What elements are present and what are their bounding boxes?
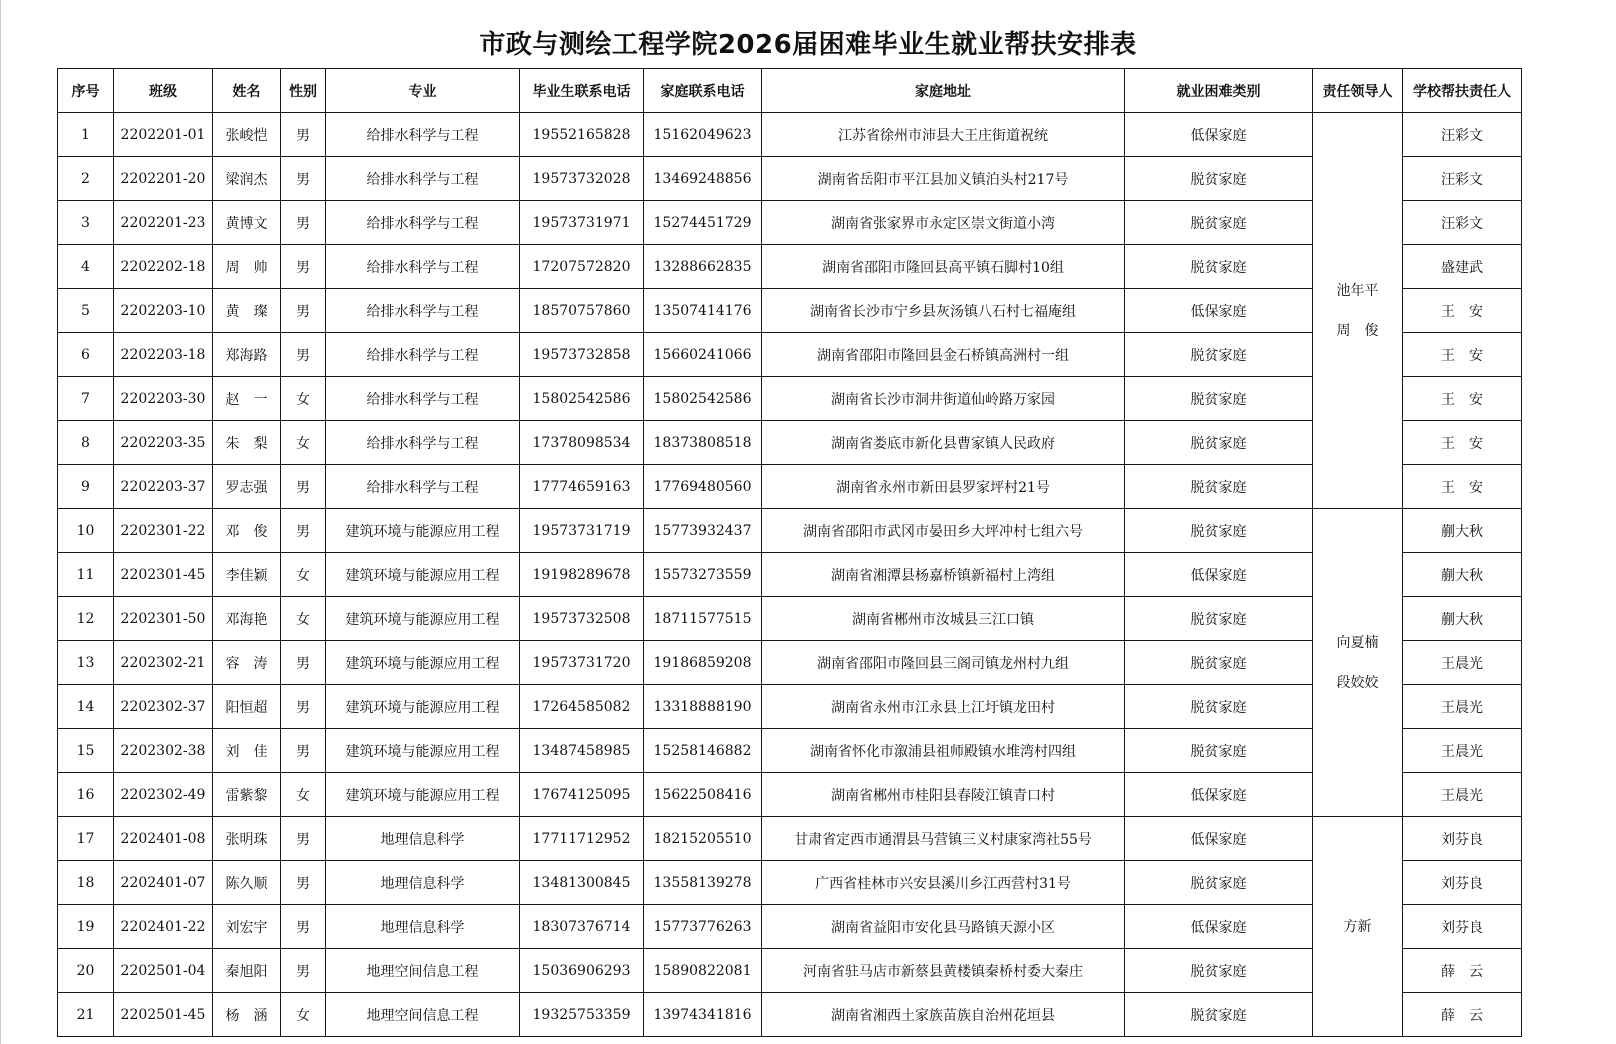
row-index: 14 — [58, 685, 114, 729]
row-family-phone: 15802542586 — [644, 377, 762, 421]
row-major: 给排水科学与工程 — [326, 465, 520, 509]
row-address: 湖南省郴州市汝城县三江口镇 — [762, 597, 1125, 641]
row-student-phone: 15036906293 — [520, 949, 644, 993]
row-difficulty-type: 脱贫家庭 — [1125, 509, 1313, 553]
row-major: 建筑环境与能源应用工程 — [326, 685, 520, 729]
row-name: 刘宏宇 — [213, 905, 281, 949]
row-name: 罗志强 — [213, 465, 281, 509]
row-school-helper: 刘芬良 — [1403, 861, 1522, 905]
row-gender: 女 — [281, 993, 326, 1037]
row-student-phone: 19573732858 — [520, 333, 644, 377]
row-family-phone: 13974341816 — [644, 993, 762, 1037]
responsible-leader-cell — [1313, 817, 1403, 1037]
header-gender: 性别 — [281, 69, 326, 113]
row-class: 2202501-04 — [114, 949, 213, 993]
row-school-helper: 刘芬良 — [1403, 817, 1522, 861]
row-class: 2202302-37 — [114, 685, 213, 729]
row-class: 2202203-30 — [114, 377, 213, 421]
leader-name: 段姣姣 — [1336, 674, 1379, 691]
row-address: 湖南省邵阳市武冈市晏田乡大坪冲村七组六号 — [762, 509, 1125, 553]
row-school-helper: 王 安 — [1403, 289, 1522, 333]
row-family-phone: 18215205510 — [644, 817, 762, 861]
header-index: 序号 — [58, 69, 114, 113]
row-school-helper: 蒯大秋 — [1403, 509, 1522, 553]
row-index: 12 — [58, 597, 114, 641]
row-difficulty-type: 脱贫家庭 — [1125, 421, 1313, 465]
row-name: 阳恒超 — [213, 685, 281, 729]
row-index: 1 — [58, 113, 114, 157]
row-difficulty-type: 脱贫家庭 — [1125, 993, 1313, 1037]
leader-name: 周 俊 — [1336, 322, 1379, 339]
row-family-phone: 13469248856 — [644, 157, 762, 201]
row-index: 9 — [58, 465, 114, 509]
row-class: 2202401-07 — [114, 861, 213, 905]
row-student-phone: 19325753359 — [520, 993, 644, 1037]
row-address: 湖南省邵阳市隆回县三阁司镇龙州村九组 — [762, 641, 1125, 685]
row-student-phone: 19573731971 — [520, 201, 644, 245]
row-family-phone: 17769480560 — [644, 465, 762, 509]
row-address: 湖南省怀化市溆浦县祖师殿镇水堆湾村四组 — [762, 729, 1125, 773]
row-difficulty-type: 脱贫家庭 — [1125, 949, 1313, 993]
row-gender: 男 — [281, 861, 326, 905]
row-address: 湖南省湘西土家族苗族自治州花垣县 — [762, 993, 1125, 1037]
table-row — [58, 377, 1522, 421]
table-row — [58, 641, 1522, 685]
row-difficulty-type: 低保家庭 — [1125, 289, 1313, 333]
row-major: 给排水科学与工程 — [326, 333, 520, 377]
row-name: 黄博文 — [213, 201, 281, 245]
row-major: 建筑环境与能源应用工程 — [326, 641, 520, 685]
row-school-helper: 王 安 — [1403, 421, 1522, 465]
row-name: 梁润杰 — [213, 157, 281, 201]
row-address: 湖南省岳阳市平江县加义镇泊头村217号 — [762, 157, 1125, 201]
row-class: 2202301-45 — [114, 553, 213, 597]
row-family-phone: 15660241066 — [644, 333, 762, 377]
row-gender: 男 — [281, 465, 326, 509]
row-school-helper: 汪彩文 — [1403, 201, 1522, 245]
row-index: 18 — [58, 861, 114, 905]
row-class: 2202201-20 — [114, 157, 213, 201]
row-address: 湖南省邵阳市隆回县金石桥镇高洲村一组 — [762, 333, 1125, 377]
row-gender: 男 — [281, 685, 326, 729]
row-address: 广西省桂林市兴安县溪川乡江西营村31号 — [762, 861, 1125, 905]
table-header-row — [58, 69, 1522, 113]
row-school-helper: 王 安 — [1403, 377, 1522, 421]
row-class: 2202203-35 — [114, 421, 213, 465]
row-difficulty-type: 低保家庭 — [1125, 773, 1313, 817]
row-index: 19 — [58, 905, 114, 949]
row-student-phone: 17674125095 — [520, 773, 644, 817]
row-difficulty-type: 脱贫家庭 — [1125, 245, 1313, 289]
document-title: 市政与测绘工程学院2026届困难毕业生就业帮扶安排表 — [479, 30, 1137, 60]
row-school-helper: 蒯大秋 — [1403, 553, 1522, 597]
row-difficulty-type: 低保家庭 — [1125, 553, 1313, 597]
row-difficulty-type: 脱贫家庭 — [1125, 641, 1313, 685]
row-difficulty-type: 脱贫家庭 — [1125, 597, 1313, 641]
table-row — [58, 157, 1522, 201]
table-row — [58, 993, 1522, 1037]
row-major: 地理信息科学 — [326, 861, 520, 905]
row-gender: 男 — [281, 201, 326, 245]
row-class: 2202201-23 — [114, 201, 213, 245]
row-gender: 男 — [281, 333, 326, 377]
row-difficulty-type: 脱贫家庭 — [1125, 729, 1313, 773]
row-name: 张明珠 — [213, 817, 281, 861]
table-row — [58, 201, 1522, 245]
row-family-phone: 15622508416 — [644, 773, 762, 817]
row-major: 地理空间信息工程 — [326, 949, 520, 993]
row-gender: 男 — [281, 817, 326, 861]
table-body — [58, 113, 1522, 1037]
row-school-helper: 汪彩文 — [1403, 157, 1522, 201]
row-family-phone: 15890822081 — [644, 949, 762, 993]
header-family-phone: 家庭联系电话 — [644, 69, 762, 113]
row-index: 5 — [58, 289, 114, 333]
row-gender: 男 — [281, 729, 326, 773]
row-student-phone: 17207572820 — [520, 245, 644, 289]
row-student-phone: 17264585082 — [520, 685, 644, 729]
row-student-phone: 17711712952 — [520, 817, 644, 861]
row-student-phone: 19573732508 — [520, 597, 644, 641]
row-index: 7 — [58, 377, 114, 421]
row-address: 湖南省娄底市新化县曹家镇人民政府 — [762, 421, 1125, 465]
row-student-phone: 13481300845 — [520, 861, 644, 905]
row-gender: 女 — [281, 377, 326, 421]
row-difficulty-type: 脱贫家庭 — [1125, 861, 1313, 905]
row-index: 2 — [58, 157, 114, 201]
row-school-helper: 王 安 — [1403, 465, 1522, 509]
table-row — [58, 597, 1522, 641]
row-student-phone: 15802542586 — [520, 377, 644, 421]
row-name: 郑海路 — [213, 333, 281, 377]
row-gender: 女 — [281, 773, 326, 817]
row-student-phone: 13487458985 — [520, 729, 644, 773]
row-family-phone: 18373808518 — [644, 421, 762, 465]
row-index: 20 — [58, 949, 114, 993]
row-major: 给排水科学与工程 — [326, 113, 520, 157]
row-difficulty-type: 脱贫家庭 — [1125, 685, 1313, 729]
row-difficulty-type: 低保家庭 — [1125, 817, 1313, 861]
row-gender: 男 — [281, 641, 326, 685]
row-name: 周 帅 — [213, 245, 281, 289]
row-school-helper: 刘芬良 — [1403, 905, 1522, 949]
header-school-helper: 学校帮扶责任人 — [1403, 69, 1522, 113]
row-family-phone: 15773776263 — [644, 905, 762, 949]
row-school-helper: 王 安 — [1403, 333, 1522, 377]
row-class: 2202401-08 — [114, 817, 213, 861]
row-school-helper: 薛 云 — [1403, 949, 1522, 993]
row-school-helper: 盛建武 — [1403, 245, 1522, 289]
row-address: 湖南省张家界市永定区崇文街道小湾 — [762, 201, 1125, 245]
row-major: 地理信息科学 — [326, 817, 520, 861]
row-name: 容 涛 — [213, 641, 281, 685]
row-school-helper: 薛 云 — [1403, 993, 1522, 1037]
row-class: 2202401-22 — [114, 905, 213, 949]
row-address: 甘肃省定西市通渭县马营镇三义村康家湾社55号 — [762, 817, 1125, 861]
row-family-phone: 15573273559 — [644, 553, 762, 597]
row-gender: 男 — [281, 509, 326, 553]
row-major: 建筑环境与能源应用工程 — [326, 509, 520, 553]
row-student-phone: 17774659163 — [520, 465, 644, 509]
row-major: 给排水科学与工程 — [326, 421, 520, 465]
row-family-phone: 15773932437 — [644, 509, 762, 553]
row-gender: 男 — [281, 157, 326, 201]
row-difficulty-type: 低保家庭 — [1125, 113, 1313, 157]
row-gender: 男 — [281, 905, 326, 949]
responsible-leader-cell — [1313, 509, 1403, 817]
header-difficulty-type: 就业困难类别 — [1125, 69, 1313, 113]
header-name: 姓名 — [213, 69, 281, 113]
row-student-phone: 18570757860 — [520, 289, 644, 333]
row-class: 2202203-10 — [114, 289, 213, 333]
table-row — [58, 773, 1522, 817]
row-difficulty-type: 脱贫家庭 — [1125, 201, 1313, 245]
row-name: 雷紫黎 — [213, 773, 281, 817]
row-index: 15 — [58, 729, 114, 773]
row-name: 朱 梨 — [213, 421, 281, 465]
row-school-helper: 蒯大秋 — [1403, 597, 1522, 641]
row-major: 地理空间信息工程 — [326, 993, 520, 1037]
row-index: 8 — [58, 421, 114, 465]
table-row — [58, 861, 1522, 905]
header-student-phone: 毕业生联系电话 — [520, 69, 644, 113]
row-address: 湖南省郴州市桂阳县春陵江镇青口村 — [762, 773, 1125, 817]
row-address: 湖南省永州市江永县上江圩镇龙田村 — [762, 685, 1125, 729]
table-row — [58, 421, 1522, 465]
row-major: 建筑环境与能源应用工程 — [326, 773, 520, 817]
row-address: 湖南省长沙市洞井街道仙岭路万家园 — [762, 377, 1125, 421]
row-index: 6 — [58, 333, 114, 377]
row-student-phone: 19573731720 — [520, 641, 644, 685]
row-name: 陈久顺 — [213, 861, 281, 905]
table-row — [58, 685, 1522, 729]
row-family-phone: 13558139278 — [644, 861, 762, 905]
row-family-phone: 15162049623 — [644, 113, 762, 157]
row-name: 刘 佳 — [213, 729, 281, 773]
row-family-phone: 19186859208 — [644, 641, 762, 685]
row-family-phone: 13318888190 — [644, 685, 762, 729]
row-name: 李佳颖 — [213, 553, 281, 597]
row-address: 湖南省湘潭县杨嘉桥镇新福村上湾组 — [762, 553, 1125, 597]
row-family-phone: 13288662835 — [644, 245, 762, 289]
row-address: 江苏省徐州市沛县大王庄街道祝统 — [762, 113, 1125, 157]
row-family-phone: 15274451729 — [644, 201, 762, 245]
row-address: 湖南省永州市新田县罗家坪村21号 — [762, 465, 1125, 509]
table-row — [58, 333, 1522, 377]
header-leader: 责任领导人 — [1313, 69, 1403, 113]
row-school-helper: 汪彩文 — [1403, 113, 1522, 157]
row-address: 湖南省邵阳市隆回县高平镇石脚村10组 — [762, 245, 1125, 289]
row-address: 湖南省益阳市安化县马路镇天源小区 — [762, 905, 1125, 949]
row-gender: 女 — [281, 597, 326, 641]
table-row — [58, 465, 1522, 509]
row-gender: 女 — [281, 421, 326, 465]
leader-name: 方新 — [1343, 918, 1372, 935]
row-class: 2202203-18 — [114, 333, 213, 377]
row-index: 21 — [58, 993, 114, 1037]
row-address: 湖南省长沙市宁乡县灰汤镇八石村七福庵组 — [762, 289, 1125, 333]
row-family-phone: 15258146882 — [644, 729, 762, 773]
row-student-phone: 19198289678 — [520, 553, 644, 597]
row-difficulty-type: 脱贫家庭 — [1125, 157, 1313, 201]
row-class: 2202301-50 — [114, 597, 213, 641]
row-name: 杨 涵 — [213, 993, 281, 1037]
row-name: 秦旭阳 — [213, 949, 281, 993]
row-gender: 女 — [281, 553, 326, 597]
row-student-phone: 19573732028 — [520, 157, 644, 201]
row-class: 2202201-01 — [114, 113, 213, 157]
leader-name: 池年平 — [1336, 282, 1379, 299]
row-name: 赵 一 — [213, 377, 281, 421]
row-gender: 男 — [281, 113, 326, 157]
row-school-helper: 王晨光 — [1403, 685, 1522, 729]
table-row — [58, 817, 1522, 861]
row-major: 建筑环境与能源应用工程 — [326, 597, 520, 641]
row-student-phone: 18307376714 — [520, 905, 644, 949]
table-row — [58, 113, 1522, 157]
row-major: 给排水科学与工程 — [326, 157, 520, 201]
row-name: 邓 俊 — [213, 509, 281, 553]
row-student-phone: 17378098534 — [520, 421, 644, 465]
assistance-table — [57, 68, 1522, 1037]
row-class: 2202302-21 — [114, 641, 213, 685]
table-row — [58, 245, 1522, 289]
row-difficulty-type: 脱贫家庭 — [1125, 377, 1313, 421]
header-class: 班级 — [114, 69, 213, 113]
row-school-helper: 王晨光 — [1403, 773, 1522, 817]
row-school-helper: 王晨光 — [1403, 729, 1522, 773]
table-row — [58, 553, 1522, 597]
row-index: 13 — [58, 641, 114, 685]
row-gender: 男 — [281, 245, 326, 289]
table-row — [58, 949, 1522, 993]
row-family-phone: 13507414176 — [644, 289, 762, 333]
row-family-phone: 18711577515 — [644, 597, 762, 641]
row-name: 黄 璨 — [213, 289, 281, 333]
row-school-helper: 王晨光 — [1403, 641, 1522, 685]
row-major: 建筑环境与能源应用工程 — [326, 729, 520, 773]
row-index: 3 — [58, 201, 114, 245]
row-major: 建筑环境与能源应用工程 — [326, 553, 520, 597]
table-row — [58, 905, 1522, 949]
row-major: 给排水科学与工程 — [326, 245, 520, 289]
row-name: 张峻恺 — [213, 113, 281, 157]
row-class: 2202202-18 — [114, 245, 213, 289]
row-index: 16 — [58, 773, 114, 817]
row-student-phone: 19552165828 — [520, 113, 644, 157]
row-class: 2202501-45 — [114, 993, 213, 1037]
table-row — [58, 729, 1522, 773]
row-index: 10 — [58, 509, 114, 553]
row-gender: 男 — [281, 949, 326, 993]
responsible-leader-cell — [1313, 113, 1403, 509]
leader-name: 向夏楠 — [1336, 634, 1379, 651]
row-index: 17 — [58, 817, 114, 861]
row-major: 地理信息科学 — [326, 905, 520, 949]
row-gender: 男 — [281, 289, 326, 333]
header-address: 家庭地址 — [762, 69, 1125, 113]
row-class: 2202302-38 — [114, 729, 213, 773]
row-major: 给排水科学与工程 — [326, 201, 520, 245]
page-edge — [0, 0, 1, 1044]
row-major: 给排水科学与工程 — [326, 377, 520, 421]
header-major: 专业 — [326, 69, 520, 113]
row-name: 邓海艳 — [213, 597, 281, 641]
row-class: 2202301-22 — [114, 509, 213, 553]
table-row — [58, 509, 1522, 553]
row-index: 11 — [58, 553, 114, 597]
table-row — [58, 289, 1522, 333]
row-student-phone: 19573731719 — [520, 509, 644, 553]
row-address: 河南省驻马店市新蔡县黄楼镇秦桥村委大秦庄 — [762, 949, 1125, 993]
row-major: 给排水科学与工程 — [326, 289, 520, 333]
row-difficulty-type: 脱贫家庭 — [1125, 333, 1313, 377]
row-class: 2202302-49 — [114, 773, 213, 817]
row-class: 2202203-37 — [114, 465, 213, 509]
row-difficulty-type: 低保家庭 — [1125, 905, 1313, 949]
row-difficulty-type: 脱贫家庭 — [1125, 465, 1313, 509]
row-index: 4 — [58, 245, 114, 289]
